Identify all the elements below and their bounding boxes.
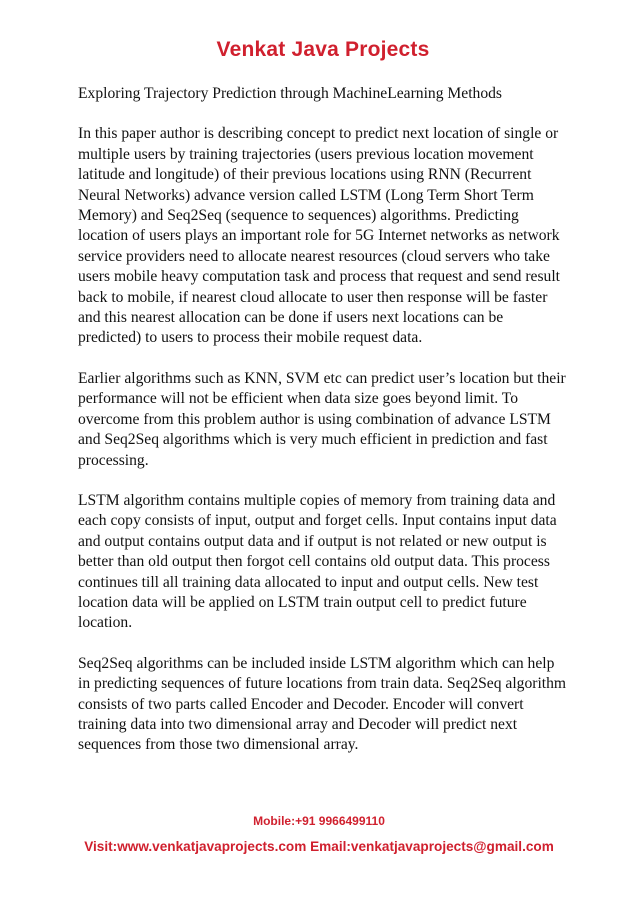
paragraph-lstm: LSTM algorithm contains multiple copies of memory from training data and each copy consists of input, output and forget cells. Input contains input data and output contains output data and if output is not related or new output is better than old output then forgot cell contains old output data. This process continues till all training data allocated to input and output cells. New test location data will be applied on LSTM train output cell to predict future location. — [78, 491, 557, 632]
paragraph-earlier-algorithms: Earlier algorithms such as KNN, SVM etc can predict user’s location but their performance will not be efficient when data size goes beyond limit. To overcome from this problem author is using combination of advance LSTM and Seq2Seq algorithms which is very much efficient in prediction and fast processing. — [78, 369, 566, 469]
document-body — [78, 84, 568, 756]
footer-mobile: Mobile:+91 9966499110 — [253, 814, 385, 828]
footer-visit-email: Visit:www.venkatjavaprojects.com Email:venkatjavaprojects@gmail.com — [84, 839, 554, 854]
document-title: Exploring Trajectory Prediction through MachineLearning Methods — [78, 85, 502, 102]
paragraph-seq2seq: Seq2Seq algorithms can be included inside LSTM algorithm which can help in predicting sequences of future locations from train data. Seq2Seq algorithm consists of two parts called Encoder and Decoder. Encoder will convert training data into two dimensional array and Decoder will predict next sequences from those two dimensional array. — [78, 654, 567, 754]
brand-header: Venkat Java Projects — [216, 38, 430, 61]
paragraph-intro: In this paper author is describing concept to predict next location of single or multiple users by training trajectories (users previous location movement latitude and longitude) of their previous locations using RNN (Recurrent Neural Networks) advance version called LSTM (Long Term Short Term Memory) and Seq2Seq (sequence to sequences) algorithms. Predicting location of users plays an important role for 5G Internet networks as network service providers need to allocate nearest resources (cloud servers who take users mobile heavy computation task and process that request and send result back to mobile, if nearest cloud allocate to user then response will be faster and this nearest allocation can be done if users next locations can be predicted) to users to process their mobile request data. — [78, 125, 560, 347]
contact-footer — [0, 812, 638, 856]
